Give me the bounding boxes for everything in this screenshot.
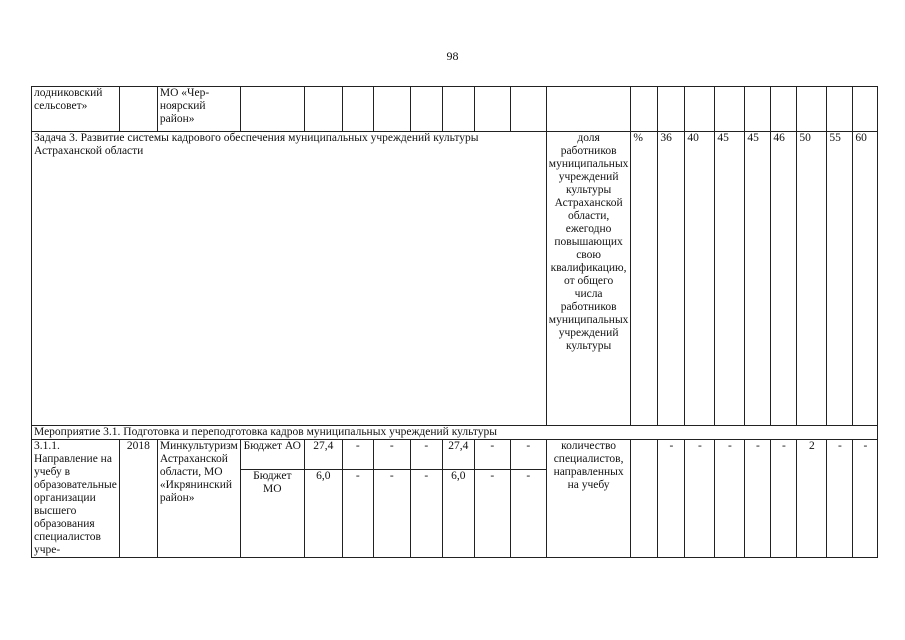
task-value: 36 [658,132,685,426]
funding-year-value: 6,0 [442,469,474,558]
funding-year-value: - [342,469,373,558]
funding-year-value: - [373,440,410,470]
funding-year-value: - [474,440,510,470]
task-unit: % [631,132,658,426]
item-value: - [771,440,797,558]
task-value: 45 [715,132,745,426]
item-indicator: количество специалистов, направленных на учебу [546,440,631,558]
item-value: - [745,440,771,558]
item-value: - [658,440,685,558]
item-value: - [715,440,745,558]
task-indicator: доля работников муниципальных учреждений культуры Астраханской области, ежегодно повышающих свою квалификацию, от общего числа работников муниципальных учреждений культуры [546,132,631,426]
item-row [32,440,878,470]
funding-year-value: - [410,440,442,470]
funding-year-value: - [342,440,373,470]
funding-year-value: - [373,469,410,558]
task-value: 40 [685,132,715,426]
item-year: 2018 [119,440,157,558]
item-value: 2 [797,440,827,558]
funding-year-value: - [474,469,510,558]
task-row [32,132,878,426]
task-value: 60 [853,132,878,426]
funding-year-value: - [410,469,442,558]
task-value: 55 [827,132,853,426]
event-title: Мероприятие 3.1. Подготовка и переподготовка кадров муниципальных учреждений культуры [32,426,878,440]
funding-year-value: - [510,469,546,558]
funding-year-value: - [510,440,546,470]
funding-source: Бюджет МО [240,469,304,558]
task-value: 50 [797,132,827,426]
event-row [32,426,878,440]
item-executor: Минкультуризм Астраханской области, МО «Икрянинский район» [157,440,240,558]
executor-cell: МО «Чер-ноярский район» [157,87,240,132]
item-value: - [853,440,878,558]
task-value: 46 [771,132,797,426]
funding-year-value: 27,4 [442,440,474,470]
item-value: - [827,440,853,558]
funding-total: 27,4 [304,440,342,470]
item-value: - [685,440,715,558]
page-number: 98 [446,49,459,63]
program-table [31,86,878,558]
task-value: 45 [745,132,771,426]
item-name: 3.1.1. Направление на учебу в образовательные организации высшего образования специалистов учре- [32,440,120,558]
task-title: Задача 3. Развитие системы кадрового обеспечения муниципальных учреждений культуры Астраханской области [32,132,547,426]
funding-total: 6,0 [304,469,342,558]
year-cell [119,87,157,132]
place-cell: лодниковский сельсовет» [32,87,120,132]
continuation-row [32,87,878,132]
funding-source: Бюджет АО [240,440,304,470]
